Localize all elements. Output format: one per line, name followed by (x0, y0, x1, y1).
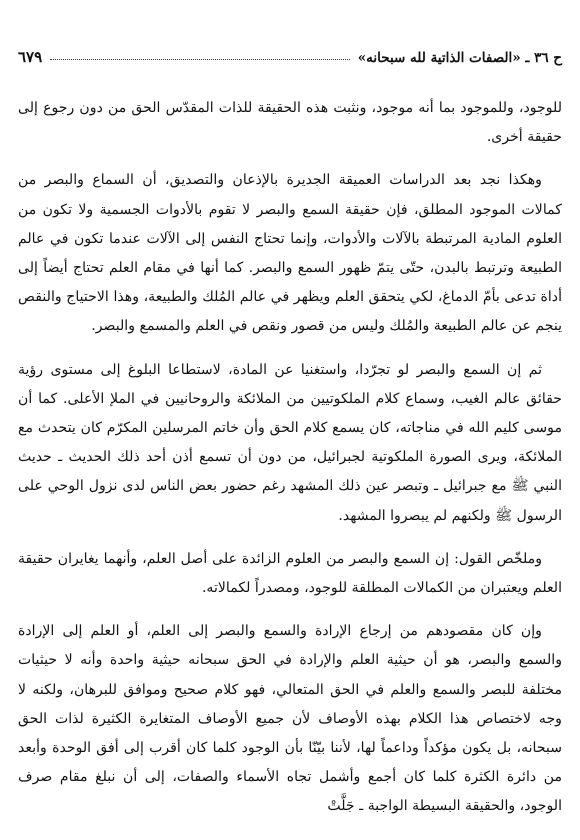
page-header (18, 40, 562, 66)
paragraph-continuation: للوجود، وللموجود بما أنه موجود، ونثبت هذه الحقيقة للذات المقدّس الحق من دون رجوع إلى حقيقة أخرى. (18, 100, 562, 146)
book-page (18, 40, 562, 822)
paragraph-abstraction: ثم إن السمع والبصر لو تجرّدا، واستغنيا عن المادة، لاستطاعا البلوغ إلى مستوى رؤية حقائق عالم الغيب، وسماع كلام الملكوتيين من الملائكة والروحانيين في الملإ الأعلى. كما أن موسى كليم الله في مناجاته، كان يسمع كلام الحق وأن خاتم المرسلين المكرّم كان يتحدث مع الملائكة، ويرى الصورة الملكوتية لجبرائيل، من دون أن تسمع أذن أحد ذلك الحديث ـ حديث النبي ﷺ مع جبرائيل ـ وتبصر عين ذلك المشهد رغم حضور بعض الناس لدى نزول الوحي على الرسول ﷺ ولكنهم لم يبصروا المشهد. (18, 361, 562, 524)
page-number: ٦٧٩ (18, 48, 43, 66)
dotted-leader (50, 59, 350, 60)
paragraph-summary: وملخّص القول: إن السمع والبصر من العلوم الزائدة على أصل العلم، وأنهما يغايران حقيقة العلم ويعتبران من الكمالات المطلقة للوجود، ومصدراً لكمالاته. (18, 550, 562, 597)
body-text (18, 94, 562, 822)
running-title: ح ٣٦ ـ «الصفات الذاتية لله سبحانه» (357, 50, 562, 66)
paragraph-hearing-sight: وهكذا نجد بعد الدراسات العميقة الجديرة بالإذعان والتصديق، أن السماع والبصر من كمالات الموجود المطلق، فإن حقيقة السمع والبصر لا تقوم بالأدوات الجسمية ولا تكون من العلوم المادية المرتبطة بالآلات والأدوات، وإنما تحتاج النفس إلى الآلات عندما تكون في عالم الطبيعة وترتبط بالبدن، حتّى يتمّ ظهور السمع والبصر. كما أنها في مقام العلم تحتاج أيضاً إلى أداة تدعى بأمّ الدماغ، لكي يتحقق العلم ويظهر في عالم المُلك والطبيعة، وهذا الاحتياج والنقص ينجم عن عالم الطبيعة والمُلك وليس من قصور ونقص في العلم والمسمع والبصر. (18, 172, 562, 335)
paragraph-unity: وإن كان مقصودهم من إرجاع الإرادة والسمع والبصر إلى العلم، أو العلم إلى الإرادة والسمع والبصر، هو أن حيثية العلم والإرادة في الحق سبحانه حيثية واحدة وأنه لا حيثيات مختلفة للبصر والسمع والعلم في الحق المتعالي، فهو كلام صحيح وموافق للبرهان، ولكنه لا وجه لاختصاص هذا الكلام بهذه الأوصاف لأن جميع الأوصاف المتغايرة الكثيرة لذات الحق سبحانه، بل يكون مؤكداً وداعماً لها، لأننا بيّنّا بأن الوجود كلما كان أقرب إلى أفق الوحدة وأبعد من دائرة الكثرة كلما كان أجمع وأشمل تجاه الأسماء والصفات، إلى أن نبلغ مقام صرف الوجود، والحقيقة البسيطة الواجبة ـ جَلَّتْ (18, 623, 562, 815)
